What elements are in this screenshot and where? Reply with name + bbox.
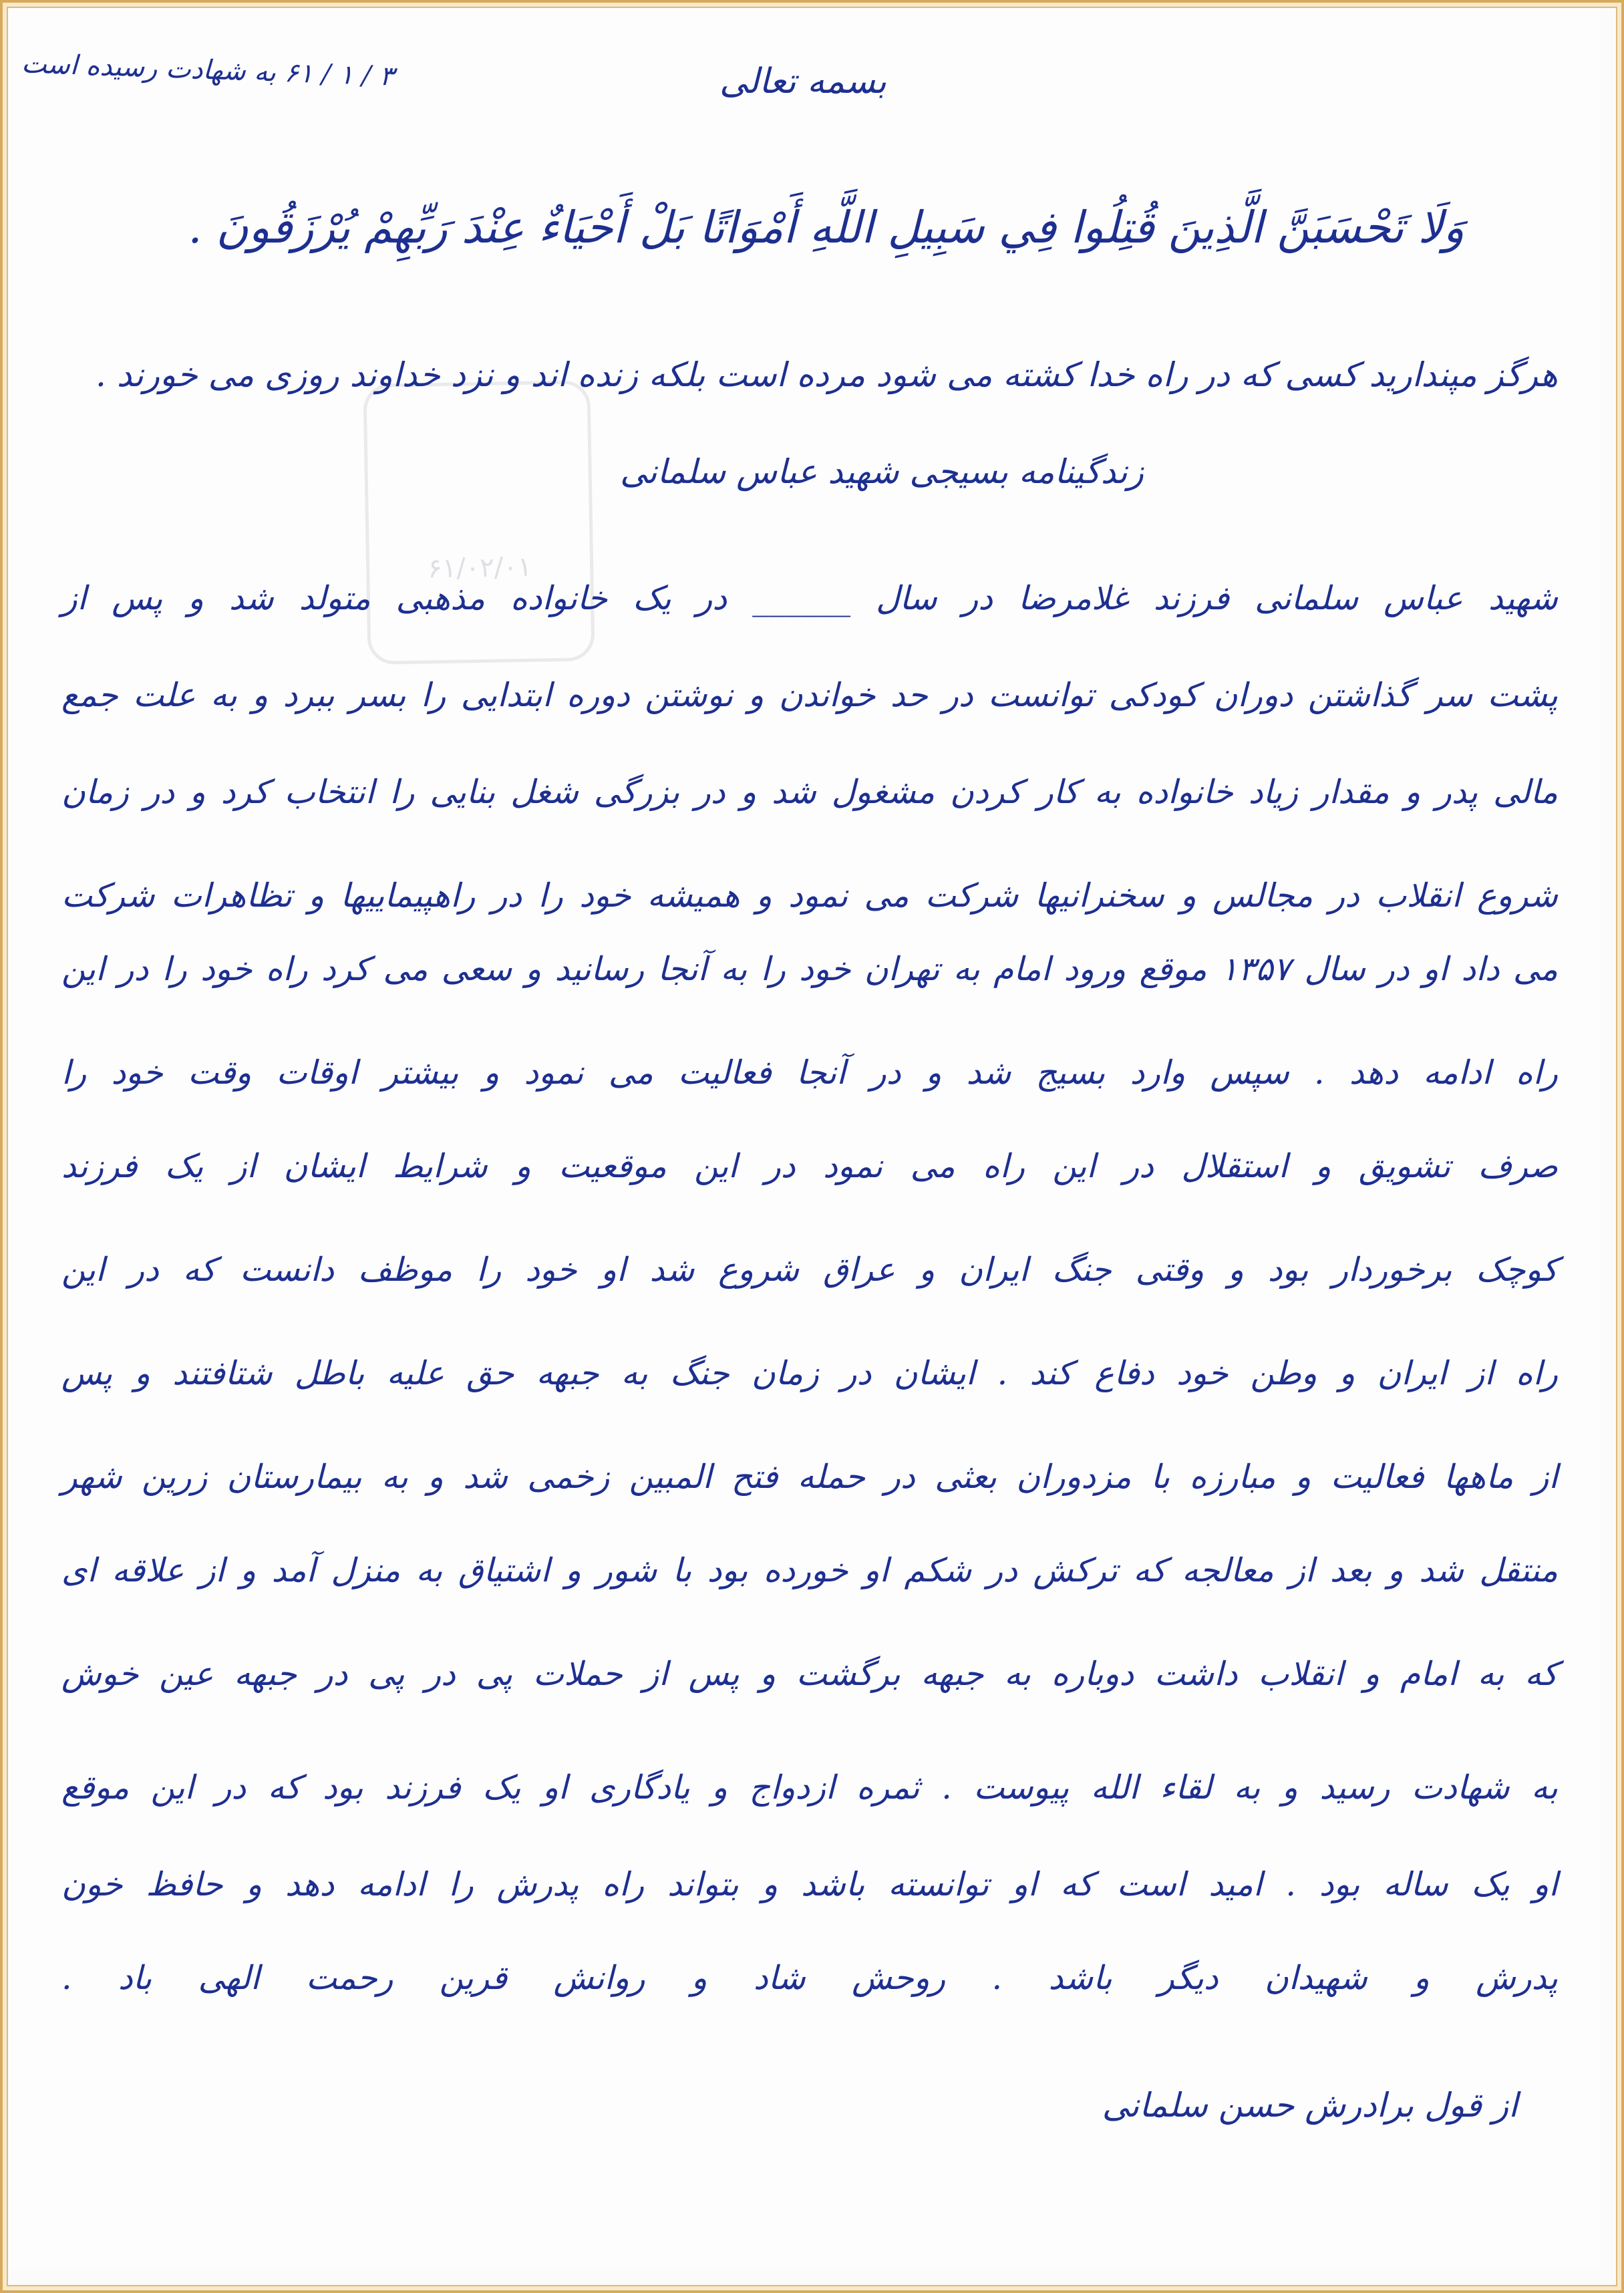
body-line-15: پدرش و شهیدان دیگر باشد . روحش شاد و روانش قرین رحمت الهی باد . xyxy=(61,1959,1558,1997)
body-line-10: از ماهها فعالیت و مبارزه با مزدوران بعثی در حمله فتح المبین زخمی شد و به بیمارستان زرین شهر xyxy=(61,1458,1558,1496)
faded-stamp xyxy=(363,380,595,665)
body-line-2: پشت سر گذاشتن دوران کودکی توانست در حد خواندن و نوشتن دوره ابتدایی را بسر ببرد و به علت جمع xyxy=(61,676,1558,714)
body-line-13: به شهادت رسید و به لقاء الله پیوست . ثمره ازدواج و یادگاری او یک فرزند بود که در این موقع xyxy=(61,1769,1558,1807)
signature-line: از قول برادرش حسن سلمانی xyxy=(1102,2086,1518,2125)
body-line-8: کوچک برخوردار بود و وقتی جنگ ایران و عراق شروع شد او خود را موظف دانست که در این xyxy=(61,1251,1558,1289)
body-line-4: شروع انقلاب در مجالس و سخنرانیها شرکت می نمود و همیشه خود را در راهپیماییها و تظاهرات شرکت xyxy=(61,877,1558,915)
body-line-9: راه از ایران و وطن خود دفاع کند . ایشان در زمان جنگ به جبهه حق علیه باطل شتافتند و پس xyxy=(61,1354,1558,1392)
body-line-7: صرف تشویق و استقلال در این راه می نمود در این موقعیت و شرایط ایشان از یک فرزند xyxy=(61,1147,1558,1185)
body-line-14: او یک ساله بود . امید است که او توانسته باشد و بتواند راه پدرش را ادامه دهد و حافظ خون xyxy=(61,1865,1558,1903)
page-heading: بسمه تعالی xyxy=(719,61,886,102)
body-line-6: راه ادامه دهد . سپس وارد بسیج شد و در آنجا فعالیت می نمود و بیشتر اوقات وقت خود را xyxy=(61,1054,1558,1092)
quran-verse: وَلَا تَحْسَبَنَّ الَّذِينَ قُتِلُوا فِي سَبِيلِ اللَّهِ أَمْوَاتًا بَلْ أَحْيَاءٌ عِنْدَ رَبِّهِمْ يُرْزَقُونَ . xyxy=(188,202,1464,253)
body-line-5: می داد او در سال ۱۳۵۷ موقع ورود امام به تهران خود را به آنجا رسانید و سعی می کرد راه خود را در این xyxy=(61,950,1558,988)
martyrdom-date-note: ۳ / ۱ / ۶۱ به شهادت رسیده است xyxy=(21,48,395,92)
body-line-11: منتقل شد و بعد از معالجه که ترکش در شکم او خورده بود با شور و اشتیاق به منزل آمد و از علاقه ای xyxy=(61,1551,1558,1589)
body-line-12: که به امام و انقلاب داشت دوباره به جبهه برگشت و پس از حملات پی در پی در جبهه عین خوش xyxy=(61,1655,1558,1693)
verse-translation: هرگز مپندارید کسی که در راه خدا کشته می شود مرده است بلکه زنده اند و نزد خداوند روزی می خورند . xyxy=(95,355,1558,394)
body-line-1: شهید عباس سلمانی فرزند غلامرضا در سال ______ در یک خانواده مذهبی متولد شد و پس از xyxy=(61,579,1558,617)
body-line-3: مالی پدر و مقدار زیاد خانواده به کار کردن مشغول شد و در بزرگی شغل بنایی را انتخاب کرد و در زمان xyxy=(61,773,1558,811)
stamp-text: ۶۱/۰۲/۰۱ xyxy=(427,551,532,585)
biography-title: زندگینامه بسیجی شهید عباس سلمانی xyxy=(620,452,1144,491)
document-sheet xyxy=(8,8,1600,2269)
